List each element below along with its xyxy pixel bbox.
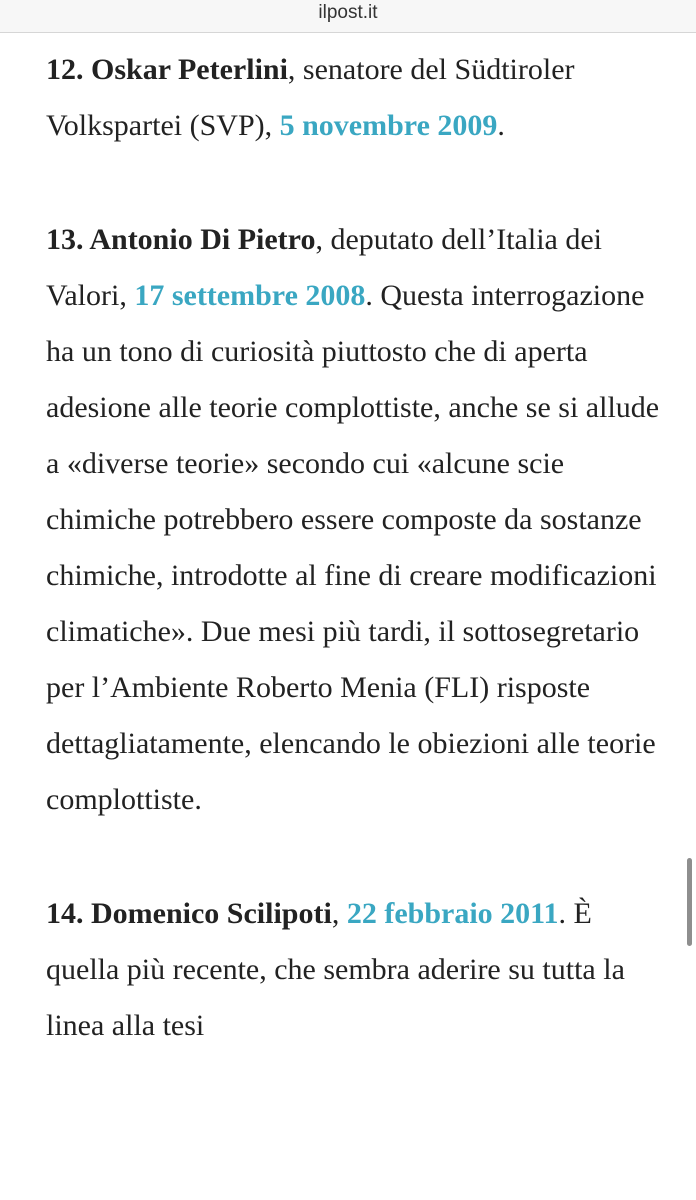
article-body [46,42,666,1112]
browser-address-bar[interactable] [0,0,696,33]
entry-text: . È quella più recente, che sembra aderire su tutta la linea alla tesi [46,897,625,1042]
date-link[interactable]: 5 novembre 2009 [279,109,498,142]
url-text: ilpost.it [318,2,378,23]
scrollbar-thumb[interactable] [687,858,692,946]
person-name: 13. Antonio Di Pietro [46,223,316,256]
entry-text: . Questa interrogazione ha un tono di curiosità piuttosto che di aperta adesione alle teorie complottiste, anche se si allude a «diverse teorie» secondo cui «alcune scie chimiche potrebbero essere composte da sostanze chimiche, introdotte al fine di creare modificazioni climatiche». Due mesi più tardi, il sottosegretario per l’Ambiente Roberto Menia (FLI) risposte dettagliatamente, elencando le obiezioni alle teorie complottiste. [46,279,660,816]
entry-text: , senatore del Südtiroler Volkspartei (SVP), [46,53,575,142]
entry-text: . [497,109,505,142]
list-item [46,886,666,1054]
entry-text: , [331,897,347,930]
person-name: 12. Oskar Peterlini [46,53,288,86]
date-link[interactable]: 17 settembre 2008 [134,279,366,312]
date-link[interactable]: 22 febbraio 2011 [346,897,559,930]
person-name: 14. Domenico Scilipoti [46,897,332,930]
entry-text: , deputato dell’Italia dei Valori, [46,223,603,312]
list-item [46,42,666,154]
list-item [46,212,666,828]
